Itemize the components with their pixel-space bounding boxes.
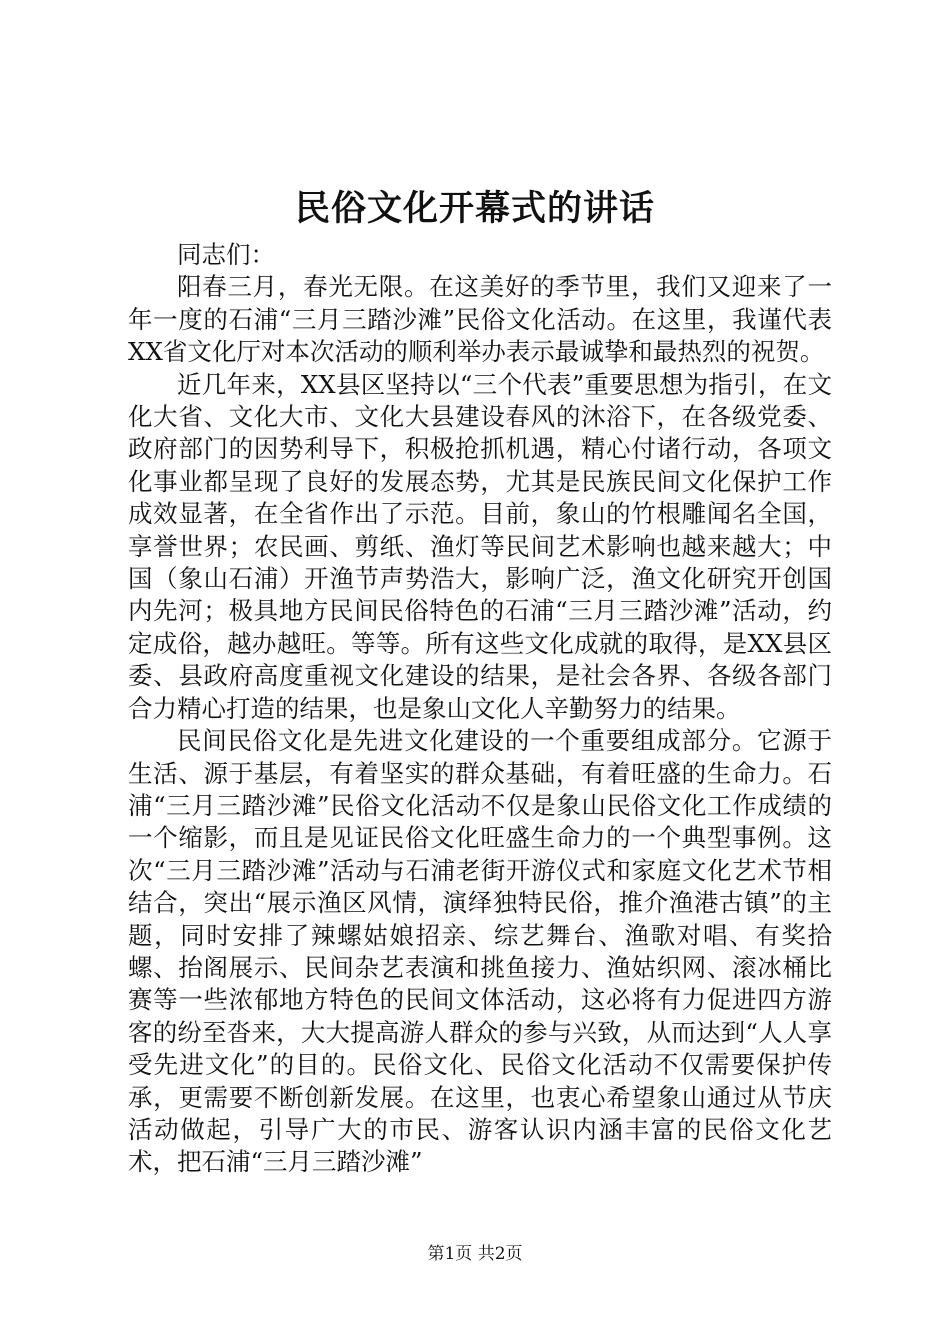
salutation: 同志们：	[177, 240, 275, 269]
page-footer: 第1页 共2页	[427, 1244, 523, 1264]
paragraph-1: 阳春三月，春光无限。在这美好的季节里，我们又迎来了一年一度的石浦“三月三踏沙滩”民俗文化活动。在这里，我谨代表XX省文化厅对本次活动的顺利举办表示最诚挚和最热烈的祝贺。	[128, 272, 832, 367]
document-body	[128, 239, 832, 1179]
document-title: 民俗文化开幕式的讲话	[294, 188, 655, 229]
paragraph-2: 近几年来，XX县区坚持以“三个代表”重要思想为指引，在文化大省、文化大市、文化大县建设春风的沐浴下，在各级党委、政府部门的因势利导下，积极抢抓机遇，精心付诸行动，各项文化事业都呈现了良好的发展态势，尤其是民族民间文化保护工作成效显著，在全省作出了示范。目前，象山的竹根雕闻名全国，享誉世界；农民画、剪纸、渔灯等民间艺术影响也越来越大；中国（象山石浦）开渔节声势浩大，影响广泛，渔文化研究开创国内先河；极具地方民间民俗特色的石浦“三月三踏沙滩”活动，约定成俗，越办越旺。等等。所有这些文化成就的取得，是XX县区委、县政府高度重视文化建设的结果，是社会各界、各级各部门合力精心打造的结果，也是象山文化人辛勤努力的结果。	[128, 369, 832, 723]
paragraph-3: 民间民俗文化是先进文化建设的一个重要组成部分。它源于生活、源于基层，有着坚实的群众基础，有着旺盛的生命力。石浦“三月三踏沙滩”民俗文化活动不仅是象山民俗文化工作成绩的一个缩影，而且是见证民俗文化旺盛生命力的一个典型事例。这次“三月三踏沙滩”活动与石浦老街开游仪式和家庭文化艺术节相结合，突出“展示渔区风情，演绎独特民俗，推介渔港古镇”的主题，同时安排了辣螺姑娘招亲、综艺舞台、渔歌对唱、有奖拾螺、抬阁展示、民间杂艺表演和挑鱼接力、渔姑织网、滚冰桶比赛等一些浓郁地方特色的民间文体活动，这必将有力促进四方游客的纷至沓来，大大提高游人群众的参与兴致，从而达到“人人享受先进文化”的目的。民俗文化、民俗文化活动不仅需要保护传承，更需要不断创新发展。在这里，也衷心希望象山通过从节庆活动做起，引导广大的市民、游客认识内涵丰富的民俗文化艺术，把石浦“三月三踏沙滩”	[128, 726, 832, 1177]
